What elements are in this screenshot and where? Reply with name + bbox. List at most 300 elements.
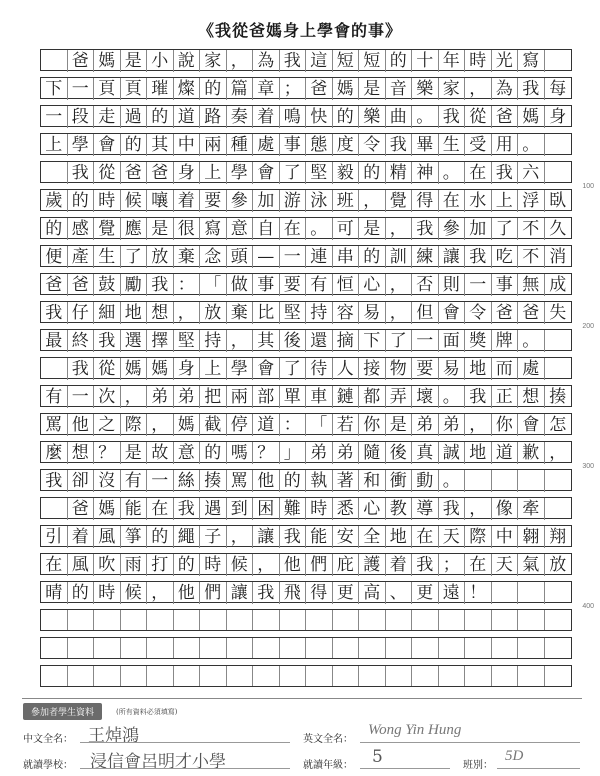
grid-cell: 時 (465, 50, 492, 72)
grid-cell: 段 (68, 106, 95, 128)
grid-cell: 媽 (94, 498, 121, 520)
grid-cell: 意 (227, 218, 254, 240)
grid-cell: 罵 (227, 470, 254, 492)
grid-cell: 物 (386, 358, 413, 380)
grid-cell: 絲 (174, 470, 201, 492)
grid-cell (41, 50, 68, 72)
grid-cell: 璀 (147, 78, 174, 100)
grid-cell: ： (280, 414, 307, 436)
grid-cell (174, 610, 201, 630)
grid-cell: 持 (306, 302, 333, 324)
grid-cell (333, 666, 360, 686)
grid-cell: 放 (147, 246, 174, 268)
grid-cell: 、 (386, 582, 413, 604)
grid-cell: 們 (306, 554, 333, 576)
grid-cell: 否 (412, 274, 439, 296)
grid-cell: 上 (200, 162, 227, 184)
grid-cell: 章 (253, 78, 280, 100)
grid-cell (439, 638, 466, 658)
grid-cell: 久 (549, 219, 567, 239)
grid-cell: 可 (333, 218, 360, 240)
class-underline (497, 768, 580, 769)
student-info-tab: 參加者學生資料 (23, 703, 102, 720)
grid-cell (518, 470, 545, 492)
grid-cell: 加 (253, 190, 280, 212)
grid-row (40, 217, 572, 239)
grid-cell: 的 (174, 554, 201, 576)
grid-cell: 全 (359, 526, 386, 548)
character-count-marker: 100 (582, 183, 594, 190)
grid-cell (174, 666, 201, 686)
grid-cell: 我 (94, 330, 121, 352)
grid-cell: 不 (518, 218, 545, 240)
grid-cell: 燦 (174, 78, 201, 100)
grid-cell: 無 (518, 274, 545, 296)
grid-cell (518, 666, 545, 686)
grid-cell: 的 (68, 190, 95, 212)
grid-cell: 地 (465, 442, 492, 464)
grid-cell: 令 (465, 302, 492, 324)
grid-cell: 弟 (306, 442, 333, 464)
grid-cell: 媽 (333, 78, 360, 100)
grid-cell: 風 (68, 554, 95, 576)
writing-grid (40, 49, 594, 665)
grid-cell: 為 (492, 78, 519, 100)
grid-cell: 能 (121, 498, 148, 520)
grid-cell: 有 (306, 274, 333, 296)
grid-cell: 令 (359, 134, 386, 156)
grid-cell: 堅 (306, 162, 333, 184)
grid-cell (253, 638, 280, 658)
grid-cell: 勵 (121, 274, 148, 296)
grid-cell: 爸 (68, 498, 95, 520)
grid-cell: 棄 (174, 246, 201, 268)
grid-cell: 上 (41, 134, 68, 156)
grid-cell: ， (465, 78, 492, 100)
grid-cell: 道 (174, 106, 201, 128)
grid-cell: 恒 (333, 274, 360, 296)
grid-cell: 的 (121, 134, 148, 156)
grid-cell: 得 (306, 582, 333, 604)
grid-cell: 練 (412, 246, 439, 268)
grid-cell: 串 (333, 246, 360, 268)
grid-cell (545, 50, 572, 72)
grid-cell: 覺 (94, 218, 121, 240)
grid-cell: ， (227, 50, 254, 72)
grid-cell: ， (147, 582, 174, 604)
grid-cell (412, 666, 439, 686)
grid-cell: 參 (439, 218, 466, 240)
grid-cell: 十 (412, 50, 439, 72)
grid-cell: ， (386, 274, 413, 296)
grid-cell: 堅 (280, 302, 307, 324)
grid-cell: ， (386, 218, 413, 240)
grid-cell: 一 (147, 470, 174, 492)
grid-cell: 和 (359, 470, 386, 492)
grid-cell: 堅 (174, 330, 201, 352)
grid-cell: 我 (439, 106, 466, 128)
grid-cell: 的 (200, 442, 227, 464)
grid-cell: 把 (200, 386, 227, 408)
grid-cell (94, 666, 121, 686)
english-name-value[interactable]: Wong Yin Hung (368, 722, 462, 738)
grid-cell: 動 (412, 470, 439, 492)
character-count-marker: 200 (582, 323, 594, 330)
grid-cell (465, 470, 492, 492)
grid-cell: 上 (492, 190, 519, 212)
grid-cell: 事 (253, 274, 280, 296)
grid-cell: 衝 (386, 470, 413, 492)
grid-cell: 截 (200, 414, 227, 436)
grid-cell: 上 (200, 358, 227, 380)
grid-cell: 着 (386, 554, 413, 576)
grid-cell (545, 610, 572, 630)
grid-cell: 鏈 (333, 386, 360, 408)
grid-cell: 兩 (227, 386, 254, 408)
grid-cell (147, 638, 174, 658)
grid-cell: 。 (518, 134, 545, 156)
grid-cell: ， (359, 190, 386, 212)
grid-row (40, 273, 572, 295)
grid-cell: 遇 (200, 498, 227, 520)
grid-cell: 浮 (518, 190, 545, 212)
grid-cell: 怎 (549, 415, 567, 435)
grid-cell: 飛 (280, 582, 307, 604)
grid-cell: 他 (174, 582, 201, 604)
grid-cell: 棄 (227, 302, 254, 324)
grid-cell: 困 (253, 498, 280, 520)
grid-cell: 學 (68, 134, 95, 156)
grid-cell (200, 666, 227, 686)
grid-cell (492, 666, 519, 686)
grid-cell: 了 (492, 218, 519, 240)
grid-cell: 種 (227, 134, 254, 156)
grid-cell: 安 (333, 526, 360, 548)
grid-cell: 班 (333, 190, 360, 212)
grid-cell: 很 (174, 218, 201, 240)
grid-cell: 是 (147, 218, 174, 240)
grid-cell: 弟 (174, 386, 201, 408)
grid-cell: 從 (94, 162, 121, 184)
grid-cell: 晴 (41, 582, 68, 604)
grid-cell (147, 610, 174, 630)
grid-cell: 時 (94, 190, 121, 212)
class-value[interactable]: 5D (505, 748, 524, 764)
grid-cell: 從 (94, 358, 121, 380)
grid-cell: 弟 (412, 414, 439, 436)
grid-cell: 意 (174, 442, 201, 464)
grid-cell: 身 (174, 162, 201, 184)
grid-cell (306, 638, 333, 658)
grid-row (40, 161, 572, 183)
grid-cell (518, 582, 545, 604)
grid-cell: 讓 (227, 582, 254, 604)
grid-cell: 態 (306, 134, 333, 156)
grid-cell (41, 610, 68, 630)
grid-cell: 有 (121, 470, 148, 492)
grid-cell (200, 610, 227, 630)
grid-cell: 的 (147, 106, 174, 128)
grid-cell: 正 (492, 386, 519, 408)
grid-cell: 泳 (306, 190, 333, 212)
grid-cell: 六 (518, 162, 545, 184)
grid-cell: 媽 (94, 50, 121, 72)
grid-cell: 。 (306, 218, 333, 240)
grid-cell (41, 638, 68, 658)
grid-cell: 誠 (439, 442, 466, 464)
chinese-name-value[interactable]: 王焯鴻 (88, 726, 139, 746)
grid-cell: 一 (280, 246, 307, 268)
grid-cell: 道 (253, 414, 280, 436)
grid-cell: 牽 (518, 498, 545, 520)
grid-cell (68, 638, 95, 658)
class-label: 班別： (463, 760, 493, 771)
grid-cell: 部 (253, 386, 280, 408)
grid-cell: 都 (359, 386, 386, 408)
grid-cell: 媽 (518, 106, 545, 128)
grid-cell: 樂 (359, 106, 386, 128)
grid-cell (545, 638, 572, 658)
grid-cell (280, 638, 307, 658)
grid-cell (333, 638, 360, 658)
grid-cell (518, 610, 545, 630)
grid-cell (121, 638, 148, 658)
grid-cell: 的 (359, 246, 386, 268)
grid-cell: 我 (465, 246, 492, 268)
grid-cell: 細 (94, 302, 121, 324)
grid-cell: 」 (280, 442, 307, 464)
grid-cell: 時 (306, 498, 333, 520)
grid-cell: 游 (280, 190, 307, 212)
grid-cell: 應 (121, 218, 148, 240)
grid-cell (545, 162, 572, 184)
grid-cell: 沒 (94, 470, 121, 492)
grid-cell: 而 (492, 358, 519, 380)
grid-cell: 訓 (386, 246, 413, 268)
grid-cell: 篇 (227, 78, 254, 100)
school-value[interactable]: 浸信會呂明才小學 (90, 752, 226, 772)
grid-cell (386, 610, 413, 630)
grid-cell: 像 (492, 498, 519, 520)
grid-cell: 身 (174, 358, 201, 380)
grid-cell: 人 (333, 358, 360, 380)
grid-cell: ？ (94, 442, 121, 464)
grid-cell: 心 (359, 274, 386, 296)
grid-cell: 最 (41, 330, 68, 352)
essay-title: 《我從爸媽身上學會的事》 (197, 21, 402, 40)
grid-cell (412, 638, 439, 658)
grid-cell: 參 (227, 190, 254, 212)
grid-cell: 一 (412, 330, 439, 352)
grid-cell (280, 666, 307, 686)
grid-cell (492, 610, 519, 630)
grid-cell (227, 610, 254, 630)
grid-cell: 地 (121, 302, 148, 324)
grid-cell: 感 (68, 218, 95, 240)
grid-cell: ， (121, 386, 148, 408)
grid-cell: 我 (439, 498, 466, 520)
grid-cell: 頁 (121, 78, 148, 100)
grid-cell: 箏 (121, 526, 148, 548)
grid-cell: 短 (359, 50, 386, 72)
grid-cell: 庇 (333, 554, 360, 576)
grid-cell (412, 610, 439, 630)
grid-cell: 說 (174, 50, 201, 72)
grid-cell: 寫 (518, 50, 545, 72)
grid-cell: 要 (280, 274, 307, 296)
grid-cell (492, 638, 519, 658)
grid-cell: 際 (121, 414, 148, 436)
grid-cell: 加 (465, 218, 492, 240)
grid-cell: ？ (253, 442, 280, 464)
grid-cell (386, 666, 413, 686)
grid-cell: 不 (518, 246, 545, 268)
grid-cell: 難 (280, 498, 307, 520)
grid-cell: 教 (386, 498, 413, 520)
grid-cell: ， (174, 302, 201, 324)
grid-cell (333, 610, 360, 630)
grid-cell (41, 162, 68, 184)
grid-cell: 在 (412, 526, 439, 548)
grid-cell: 想 (147, 302, 174, 324)
grid-cell: 我 (41, 302, 68, 324)
grid-cell (439, 666, 466, 686)
grid-cell: 歲 (41, 190, 68, 212)
grid-cell: 執 (306, 470, 333, 492)
grid-cell: 導 (412, 498, 439, 520)
grid-cell (41, 666, 68, 686)
grid-cell: 雨 (121, 554, 148, 576)
grid-cell: 風 (94, 526, 121, 548)
grid-cell: 了 (121, 246, 148, 268)
grid-cell: 有 (41, 386, 68, 408)
english-name-label: 英文全名： (303, 734, 353, 745)
grid-cell: 他 (68, 414, 95, 436)
grid-cell: ， (465, 414, 492, 436)
grid-cell: 處 (518, 358, 545, 380)
grid-cell: 我 (68, 162, 95, 184)
grid-cell: 中 (492, 526, 519, 548)
grid-cell (545, 470, 572, 492)
grid-cell (545, 358, 572, 380)
grid-cell (492, 582, 519, 604)
grid-cell: 接 (359, 358, 386, 380)
grid-cell: 樂 (412, 78, 439, 100)
grid-cell (94, 610, 121, 630)
grid-cell: 我 (412, 218, 439, 240)
grid-cell: 是 (121, 442, 148, 464)
grid-cell: 爸 (518, 302, 545, 324)
grid-cell: 高 (359, 582, 386, 604)
grid-cell: 的 (333, 106, 360, 128)
grid-cell (174, 638, 201, 658)
grid-cell: 他 (280, 554, 307, 576)
grid-cell: 做 (227, 274, 254, 296)
grid-cell: 爸 (147, 162, 174, 184)
grid-cell: 生 (94, 246, 121, 268)
grid-cell: ； (439, 554, 466, 576)
grid-cell: 為 (253, 50, 280, 72)
school-label: 就讀學校： (23, 760, 73, 771)
grid-cell: 一 (68, 386, 95, 408)
grid-cell: 受 (465, 134, 492, 156)
grid-cell: 路 (200, 106, 227, 128)
grid-cell: 次 (94, 386, 121, 408)
grid-cell: 爸 (492, 106, 519, 128)
grid-cell: 車 (306, 386, 333, 408)
grid-cell: 著 (333, 470, 360, 492)
grid-cell: 在 (439, 190, 466, 212)
grid-cell: 事 (280, 134, 307, 156)
grid-cell (68, 610, 95, 630)
grid-cell: 家 (200, 50, 227, 72)
grid-cell (465, 666, 492, 686)
grid-cell: 連 (306, 246, 333, 268)
grid-cell: 吃 (492, 246, 519, 268)
grid-cell: 我 (412, 554, 439, 576)
grid-cell: 爸 (68, 274, 95, 296)
grid-cell: 我 (492, 162, 519, 184)
grid-cell: 子 (200, 526, 227, 548)
grid-cell: 學 (227, 162, 254, 184)
grid-cell: 弟 (333, 442, 360, 464)
grid-row (40, 329, 572, 351)
grid-cell: 走 (94, 106, 121, 128)
english-name-underline (360, 742, 580, 743)
grid-cell: 覺 (386, 190, 413, 212)
grid-cell: 的 (386, 50, 413, 72)
grid-cell: 每 (549, 79, 567, 99)
grid-cell: 的 (41, 218, 68, 240)
grid-cell (121, 666, 148, 686)
grid-cell (545, 498, 572, 520)
grid-cell: 打 (147, 554, 174, 576)
grid-cell: 遠 (439, 582, 466, 604)
grid-cell: 度 (333, 134, 360, 156)
grid-cell: 終 (68, 330, 95, 352)
grid-cell (545, 666, 572, 686)
grid-cell (68, 666, 95, 686)
grid-cell: 身 (549, 107, 567, 127)
grid-row (40, 49, 572, 71)
grade-value[interactable]: 5 (372, 747, 383, 767)
grid-cell: 。 (439, 470, 466, 492)
grid-cell: 水 (465, 190, 492, 212)
grid-cell: 比 (253, 302, 280, 324)
grid-cell (465, 638, 492, 658)
grid-row (40, 581, 572, 603)
grid-cell: 弄 (386, 386, 413, 408)
grid-cell: 故 (147, 442, 174, 464)
grid-cell: 是 (121, 50, 148, 72)
grid-cell: 後 (280, 330, 307, 352)
grid-cell: 容 (333, 302, 360, 324)
grid-cell: 際 (465, 526, 492, 548)
grid-cell: 得 (412, 190, 439, 212)
grid-row (40, 245, 572, 267)
grid-row (40, 189, 572, 211)
grid-cell: 面 (439, 330, 466, 352)
grid-row (40, 525, 572, 547)
grid-cell: 過 (121, 106, 148, 128)
grid-cell: 我 (280, 50, 307, 72)
grid-cell: 頁 (94, 78, 121, 100)
grid-cell: 爸 (492, 302, 519, 324)
grid-cell: 念 (200, 246, 227, 268)
grid-cell: 時 (94, 582, 121, 604)
grid-cell: 你 (359, 414, 386, 436)
grid-cell: 爸 (121, 162, 148, 184)
